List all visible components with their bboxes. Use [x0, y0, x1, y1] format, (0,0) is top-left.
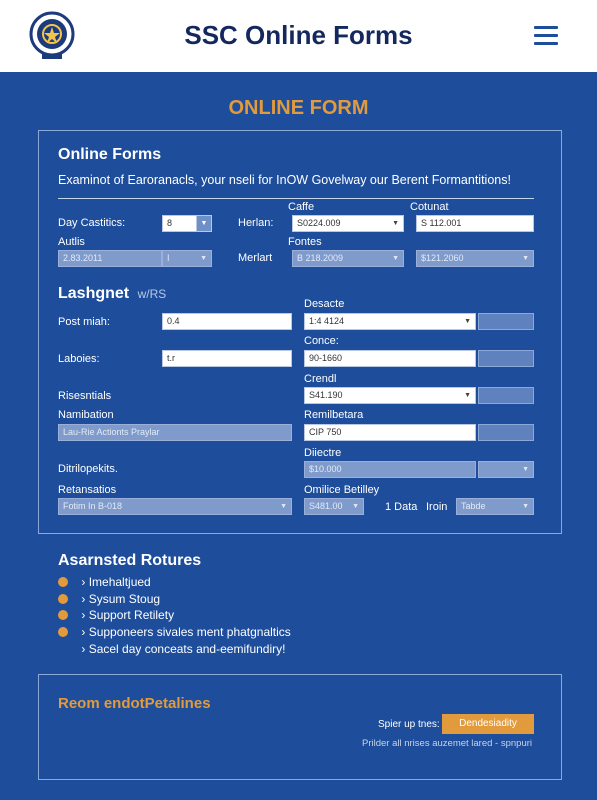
post-miah-value: 0.4: [167, 316, 180, 326]
caffe-select[interactable]: [292, 215, 404, 232]
list-item[interactable]: [58, 642, 285, 656]
footer-card-title: Reom endotPetalines: [58, 695, 211, 712]
diiectre-input[interactable]: [304, 461, 476, 478]
list-item-text: Support Retilety: [88, 608, 175, 622]
desacte-select[interactable]: [304, 313, 476, 330]
signup-label: Spier up tnes:: [378, 719, 440, 730]
list-item-text: Imehaltjued: [88, 575, 151, 589]
laboies-label: Laboies:: [58, 353, 100, 365]
chevron-down-icon: ▼: [464, 392, 471, 399]
laboies-input[interactable]: [162, 350, 292, 367]
remilbetara-input[interactable]: [304, 424, 476, 441]
crendl-value: S41.190: [309, 390, 343, 400]
list-item-chevron-icon: ›: [81, 625, 86, 639]
form-description: Examinot of Earoranacls, your nseli for InOW Govelway our Berent Formantitions!: [58, 173, 511, 187]
chevron-down-icon: ▼: [280, 503, 287, 510]
merlart-value: $121.2060: [421, 253, 464, 263]
cotunat-label: Cotunat: [410, 201, 449, 213]
footer-note: Prilder all nrises auzemet lared - spnpuri: [362, 738, 533, 749]
conce-value: 90-1660: [309, 353, 343, 363]
day-castitics-dropdown-icon[interactable]: ▼: [196, 215, 212, 232]
list-item[interactable]: [58, 592, 160, 606]
list-item[interactable]: [58, 608, 174, 622]
iroin-select[interactable]: [456, 498, 534, 515]
list-item-text: Sacel day conceats and-eemifundiry!: [88, 642, 286, 656]
routes-title: Asarnsted Rotures: [58, 552, 202, 569]
diiectre-select[interactable]: [478, 461, 534, 478]
form-divider: [58, 198, 534, 199]
list-item[interactable]: [58, 625, 291, 639]
merlart-select[interactable]: [416, 250, 534, 267]
namibation-input[interactable]: [58, 424, 292, 441]
merlart-label: Merlart: [238, 252, 273, 264]
lashgnet-title: [58, 285, 166, 303]
list-item-chevron-icon: ›: [81, 575, 86, 589]
signup-button[interactable]: Dendesiadity: [442, 714, 534, 734]
autlis-select-value: I: [167, 253, 170, 263]
iroin-value: Tabde: [461, 501, 486, 511]
caffe-value: S0224.009: [297, 218, 341, 228]
check-bullet-icon: [58, 594, 68, 604]
crendl-extra-field[interactable]: [478, 387, 534, 404]
check-bullet-icon: [58, 627, 68, 637]
caffe-label: Caffe: [288, 201, 315, 213]
conce-input[interactable]: [304, 350, 476, 367]
remilbetara-extra-field[interactable]: [478, 424, 534, 441]
cotunat-value: S 112.001: [421, 218, 462, 228]
fontes-select[interactable]: [292, 250, 404, 267]
autlis-date-field[interactable]: [58, 250, 162, 267]
form-title: Online Forms: [58, 146, 162, 163]
chevron-down-icon: ▼: [522, 255, 529, 262]
post-miah-input[interactable]: [162, 313, 292, 330]
list-item-chevron-icon: ›: [81, 592, 86, 606]
omilice-betilley-value: S481.00: [309, 501, 343, 511]
chevron-down-icon: ▼: [522, 466, 529, 473]
lashgnet-title-suffix: w/RS: [137, 287, 167, 301]
chevron-down-icon: ▼: [392, 220, 399, 227]
crendl-label: Crendl: [304, 373, 337, 385]
chevron-down-icon: ▼: [352, 503, 359, 510]
conce-extra-field[interactable]: [478, 350, 534, 367]
omilice-betilley-select[interactable]: [304, 498, 364, 515]
lashgnet-title-text: Lashgnet: [58, 285, 130, 302]
desacte-label: Desacte: [304, 298, 345, 310]
crendl-select[interactable]: [304, 387, 476, 404]
remilbetara-label: Remilbetara: [304, 409, 364, 421]
list-item-chevron-icon: ›: [81, 608, 86, 622]
retansatios-label: Retansatios: [58, 484, 117, 496]
conce-label: Conce:: [304, 335, 339, 347]
list-item[interactable]: [58, 575, 151, 589]
diiectre-value: $10.000: [309, 464, 342, 474]
ditrilopekits-label: Ditrilopekits.: [58, 463, 118, 475]
diiectre-label: Diiectre: [304, 447, 342, 459]
list-item-text: Supponeers sivales ment phatgnaltics: [88, 625, 291, 639]
retansatios-value: Fotim In B-018: [63, 501, 123, 511]
page-heading: ONLINE FORM: [228, 97, 369, 119]
remilbetara-value: CIP 750: [309, 427, 342, 437]
desacte-value: 1:4 4124: [309, 316, 345, 326]
day-castitics-value: 8: [167, 218, 173, 228]
list-item-text: Sysum Stoug: [88, 592, 161, 606]
risesntials-label: Risesntials: [58, 390, 112, 402]
laboies-value: t.r: [167, 353, 175, 363]
site-title: SSC Online Forms: [184, 20, 413, 50]
chevron-down-icon: ▼: [522, 503, 529, 510]
chevron-down-icon: ▼: [464, 318, 471, 325]
herlan-label: Herlan:: [238, 217, 274, 229]
autlis-label: Autlis: [58, 236, 85, 248]
desacte-extra-field[interactable]: [478, 313, 534, 330]
autlis-date-value: 2.83.2011: [63, 253, 103, 263]
retansatios-select[interactable]: [58, 498, 292, 515]
data-label: 1 Data: [385, 501, 418, 513]
check-bullet-icon: [58, 577, 68, 587]
cotunat-input[interactable]: [416, 215, 534, 232]
fontes-value: B 218.2009: [297, 253, 344, 263]
iroin-label: Iroin: [426, 501, 448, 513]
check-bullet-icon: [58, 610, 68, 620]
fontes-label: Fontes: [288, 236, 322, 248]
day-castitics-label: Day Castitics:: [58, 217, 126, 229]
chevron-down-icon: ▼: [392, 255, 399, 262]
omilice-betilley-label: Omilice Betilley: [304, 484, 380, 496]
site-header: [0, 0, 597, 72]
chevron-down-icon: ▼: [200, 255, 207, 262]
namibation-value: Lau-Rie Actionts Praylar: [63, 427, 160, 437]
autlis-select[interactable]: [162, 250, 212, 267]
list-item-chevron-icon: ›: [81, 642, 86, 656]
post-miah-label: Post miah:: [58, 316, 110, 328]
namibation-label: Namibation: [58, 409, 114, 421]
hamburger-menu-icon[interactable]: [534, 26, 558, 46]
